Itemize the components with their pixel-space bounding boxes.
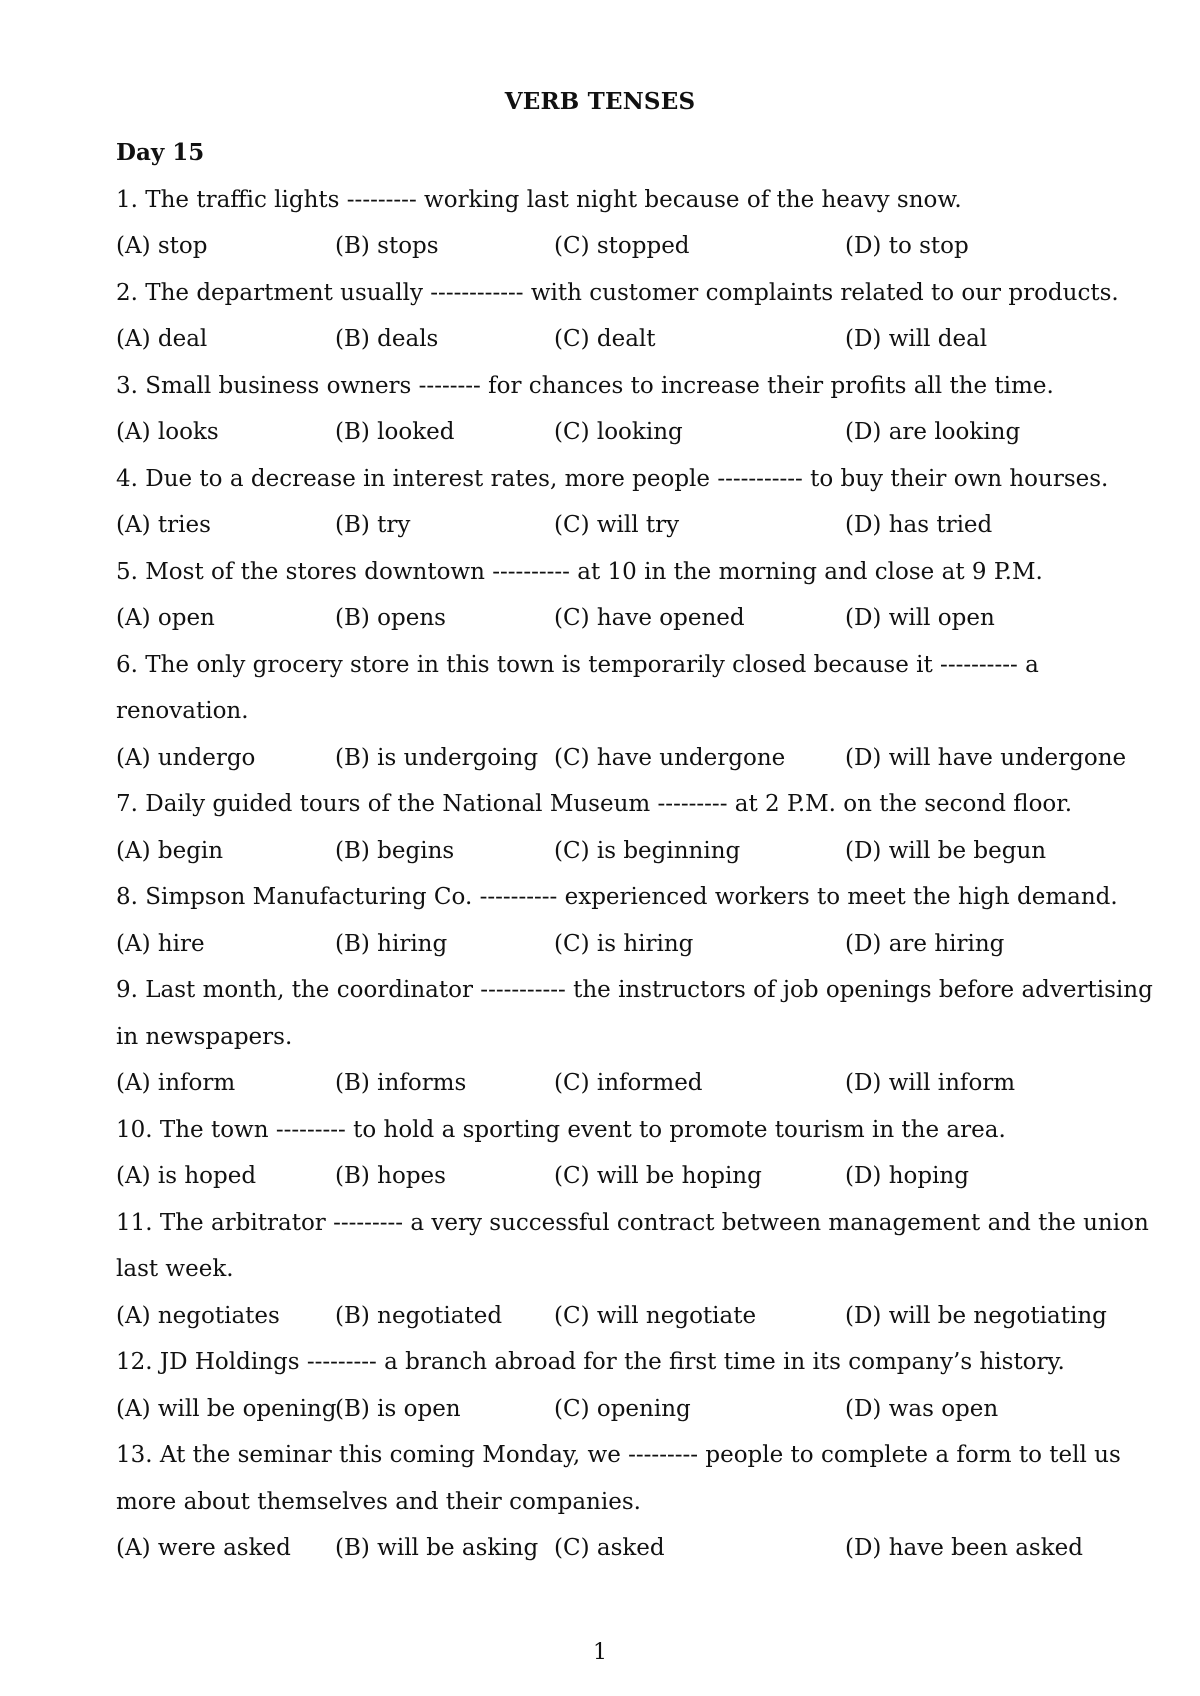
answer-option-d: (D) are looking: [845, 419, 1021, 445]
question-list: [116, 130, 1153, 1572]
answer-option-b: (B) looked: [335, 419, 455, 445]
answer-options: [116, 921, 1136, 968]
answer-option-c: (C) looking: [554, 419, 683, 445]
answer-option-b: (B) is open: [335, 1395, 461, 1422]
answer-option-a: (A) undergo: [116, 744, 256, 771]
question-text: 8. Simpson Manufacturing Co. ---------- experienced workers to meet the high demand.: [116, 884, 1118, 910]
question-item: [116, 177, 1136, 270]
answer-option-b: (B) begins: [335, 837, 455, 864]
question-text: 7. Daily guided tours of the National Museum --------- at 2 P.M. on the second floor.: [116, 791, 1073, 817]
answer-options: [116, 1525, 1136, 1572]
question-item: [116, 456, 1136, 549]
answer-option-c: (C) will be hoping: [554, 1163, 762, 1189]
question-text: 12. JD Holdings --------- a branch abroad for the first time in its company’s history.: [116, 1349, 1065, 1375]
question-item: [116, 642, 1136, 782]
answer-option-d: (D) will have undergone: [845, 744, 1127, 771]
question-item: [116, 270, 1136, 363]
answer-option-d: (D) to stop: [845, 233, 969, 259]
answer-options: [116, 1153, 1136, 1200]
answer-option-b: (B) stops: [335, 233, 439, 259]
question-text: 6. The only grocery store in this town is temporarily closed because it ---------- a: [116, 651, 1039, 678]
answer-option-a: (A) were asked: [116, 1535, 291, 1561]
answer-option-a: (A) hire: [116, 930, 205, 957]
answer-option-b: (B) opens: [335, 605, 446, 631]
answer-option-c: (C) opening: [554, 1395, 691, 1422]
answer-options: [116, 409, 1136, 456]
answer-option-d: (D) will open: [845, 605, 995, 631]
answer-option-a: (A) negotiates: [116, 1302, 280, 1329]
document-title: VERB TENSES: [504, 88, 696, 115]
question-text: 11. The arbitrator --------- a very successful contract between management and the union: [116, 1209, 1149, 1236]
question-item: [116, 363, 1136, 456]
answer-option-d: (D) are hiring: [845, 930, 1005, 957]
answer-option-d: (D) have been asked: [845, 1535, 1083, 1561]
answer-option-c: (C) is hiring: [554, 930, 694, 957]
question-text: 9. Last month, the coordinator ----------- the instructors of job openings before advertising: [116, 977, 1153, 1003]
answer-option-d: (D) has tried: [845, 512, 993, 538]
answer-option-a: (A) open: [116, 605, 215, 631]
day-label: Day 15: [116, 139, 205, 166]
answer-option-d: (D) hoping: [845, 1163, 969, 1189]
answer-option-a: (A) inform: [116, 1070, 236, 1096]
answer-options: [116, 316, 1136, 363]
answer-option-c: (C) will try: [554, 512, 680, 538]
question-item: [116, 967, 1153, 1107]
answer-options: [116, 595, 1136, 642]
answer-option-d: (D) will inform: [845, 1070, 1016, 1096]
answer-options: [116, 1060, 1136, 1107]
question-text-continued: last week.: [116, 1256, 234, 1282]
answer-option-a: (A) deal: [116, 326, 208, 352]
question-text: 2. The department usually ------------ with customer complaints related to our products.: [116, 279, 1119, 306]
question-text: 3. Small business owners -------- for chances to increase their profits all the time.: [116, 372, 1054, 399]
question-item: [116, 549, 1136, 642]
answer-options: [116, 1293, 1136, 1340]
answer-option-c: (C) have undergone: [554, 744, 786, 771]
answer-option-d: (D) was open: [845, 1395, 999, 1422]
answer-option-b: (B) will be asking: [335, 1535, 539, 1561]
answer-option-b: (B) try: [335, 512, 411, 538]
page-number: 1: [593, 1640, 607, 1665]
answer-options: [116, 223, 1136, 270]
answer-options: [116, 1386, 1136, 1433]
question-text: 5. Most of the stores downtown ---------- at 10 in the morning and close at 9 P.M.: [116, 558, 1043, 585]
question-text-continued: renovation.: [116, 698, 249, 724]
question-item: [116, 1339, 1136, 1432]
question-item: [116, 781, 1136, 874]
answer-options: [116, 502, 1136, 549]
answer-option-c: (C) informed: [554, 1070, 703, 1096]
question-text: 10. The town --------- to hold a sporting event to promote tourism in the area.: [116, 1116, 1006, 1143]
answer-option-d: (D) will deal: [845, 326, 988, 352]
answer-option-a: (A) is hoped: [116, 1163, 257, 1189]
answer-option-a: (A) looks: [116, 419, 219, 445]
answer-option-a: (A) tries: [116, 512, 211, 538]
answer-option-a: (A) begin: [116, 837, 224, 864]
answer-option-b: (B) hopes: [335, 1163, 446, 1189]
answer-option-c: (C) stopped: [554, 233, 690, 259]
question-text-continued: in newspapers.: [116, 1023, 293, 1050]
answer-option-b: (B) deals: [335, 326, 439, 352]
answer-option-c: (C) have opened: [554, 605, 745, 631]
answer-option-a: (A) stop: [116, 233, 208, 259]
question-item: [116, 1200, 1149, 1340]
question-text-continued: more about themselves and their companies.: [116, 1488, 641, 1515]
question-text: 1. The traffic lights --------- working last night because of the heavy snow.: [116, 186, 962, 213]
answer-option-c: (C) is beginning: [554, 837, 741, 864]
answer-options: [116, 828, 1136, 875]
answer-option-d: (D) will be negotiating: [845, 1302, 1107, 1329]
question-item: [116, 1432, 1136, 1572]
answer-option-c: (C) will negotiate: [554, 1302, 757, 1329]
question-text: 4. Due to a decrease in interest rates, more people ----------- to buy their own hourses.: [116, 465, 1109, 492]
answer-option-b: (B) negotiated: [335, 1302, 503, 1329]
answer-option-b: (B) informs: [335, 1070, 467, 1096]
answer-option-d: (D) will be begun: [845, 837, 1047, 864]
answer-option-a: (A) will be opening: [116, 1395, 337, 1422]
answer-options: [116, 735, 1136, 782]
answer-option-c: (C) asked: [554, 1535, 665, 1561]
answer-option-c: (C) dealt: [554, 326, 656, 352]
answer-option-b: (B) hiring: [335, 930, 448, 957]
question-item: [116, 1107, 1136, 1200]
question-item: [116, 874, 1136, 967]
question-text: 13. At the seminar this coming Monday, we --------- people to complete a form to tell us: [116, 1442, 1121, 1468]
answer-option-b: (B) is undergoing: [335, 744, 539, 771]
